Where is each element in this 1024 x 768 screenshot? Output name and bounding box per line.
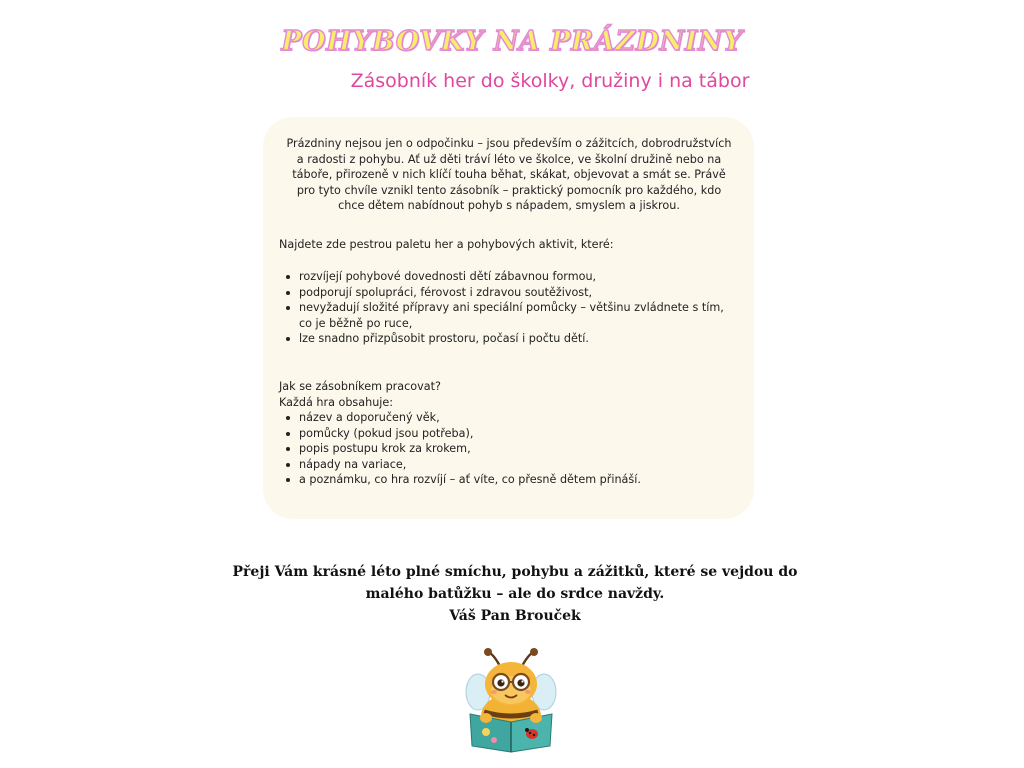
intro-paragraph: Prázdniny nejsou jen o odpočinku – jsou především o zážitcích, dobrodružstvích a radosti z pohybu. Ať už děti tráví léto ve školce, ve školní družině nebo na táboře, přirozeně v nich klíčí touha běhat, skákat, objevovat a smát se. Právě pro tyto chvíle vznikl tento zásobník – praktický pomocník pro každého, kdo chce dětem nabídnout pohyb s nápadem, smyslem a jiskrou. xyxy=(286,137,732,213)
page-subtitle: Zásobník her do školky, družiny i na tábor xyxy=(350,70,750,92)
list-item: pomůcky (pokud jsou potřeba), xyxy=(279,426,739,442)
closing-line-1: Přeji Vám krásné léto plné smíchu, pohybu a zážitků, které se vejdou do xyxy=(232,564,798,580)
closing-line-2: malého batůžku – ale do srdce navždy. xyxy=(365,586,665,602)
list-item: a poznámku, co hra rozvíjí – ať víte, co přesně dětem přináší. xyxy=(279,472,739,488)
howto-lead: Každá hra obsahuje: xyxy=(279,395,394,409)
signature: Váš Pan Brouček xyxy=(449,608,581,624)
game-contents-list xyxy=(279,410,739,488)
list-item: popis postupu krok za krokem, xyxy=(279,441,739,457)
bee-reading-book-icon xyxy=(458,642,564,754)
list-item: podporují spolupráci, férovost i zdravou soutěživost, xyxy=(279,285,739,301)
list-item: rozvíjejí pohybové dovednosti dětí zábavnou formou, xyxy=(279,269,739,285)
intro-card xyxy=(263,117,754,519)
list-item: název a doporučený věk, xyxy=(279,410,739,426)
list-item: nevyžadují složité přípravy ani speciální pomůcky – většinu zvládnete s tím, co je běžně po ruce, xyxy=(279,300,739,331)
list-item: nápady na variace, xyxy=(279,457,739,473)
page-title: POHYBOVKY NA PRÁZDNINY xyxy=(281,26,743,57)
activities-lead: Najdete zde pestrou paletu her a pohybových aktivit, které: xyxy=(279,238,614,251)
closing-message xyxy=(220,561,810,627)
howto-section xyxy=(279,379,739,410)
activities-list xyxy=(279,269,739,347)
howto-question: Jak se zásobníkem pracovat? xyxy=(279,380,441,393)
list-item: lze snadno přizpůsobit prostoru, počasí i počtu dětí. xyxy=(279,331,739,347)
